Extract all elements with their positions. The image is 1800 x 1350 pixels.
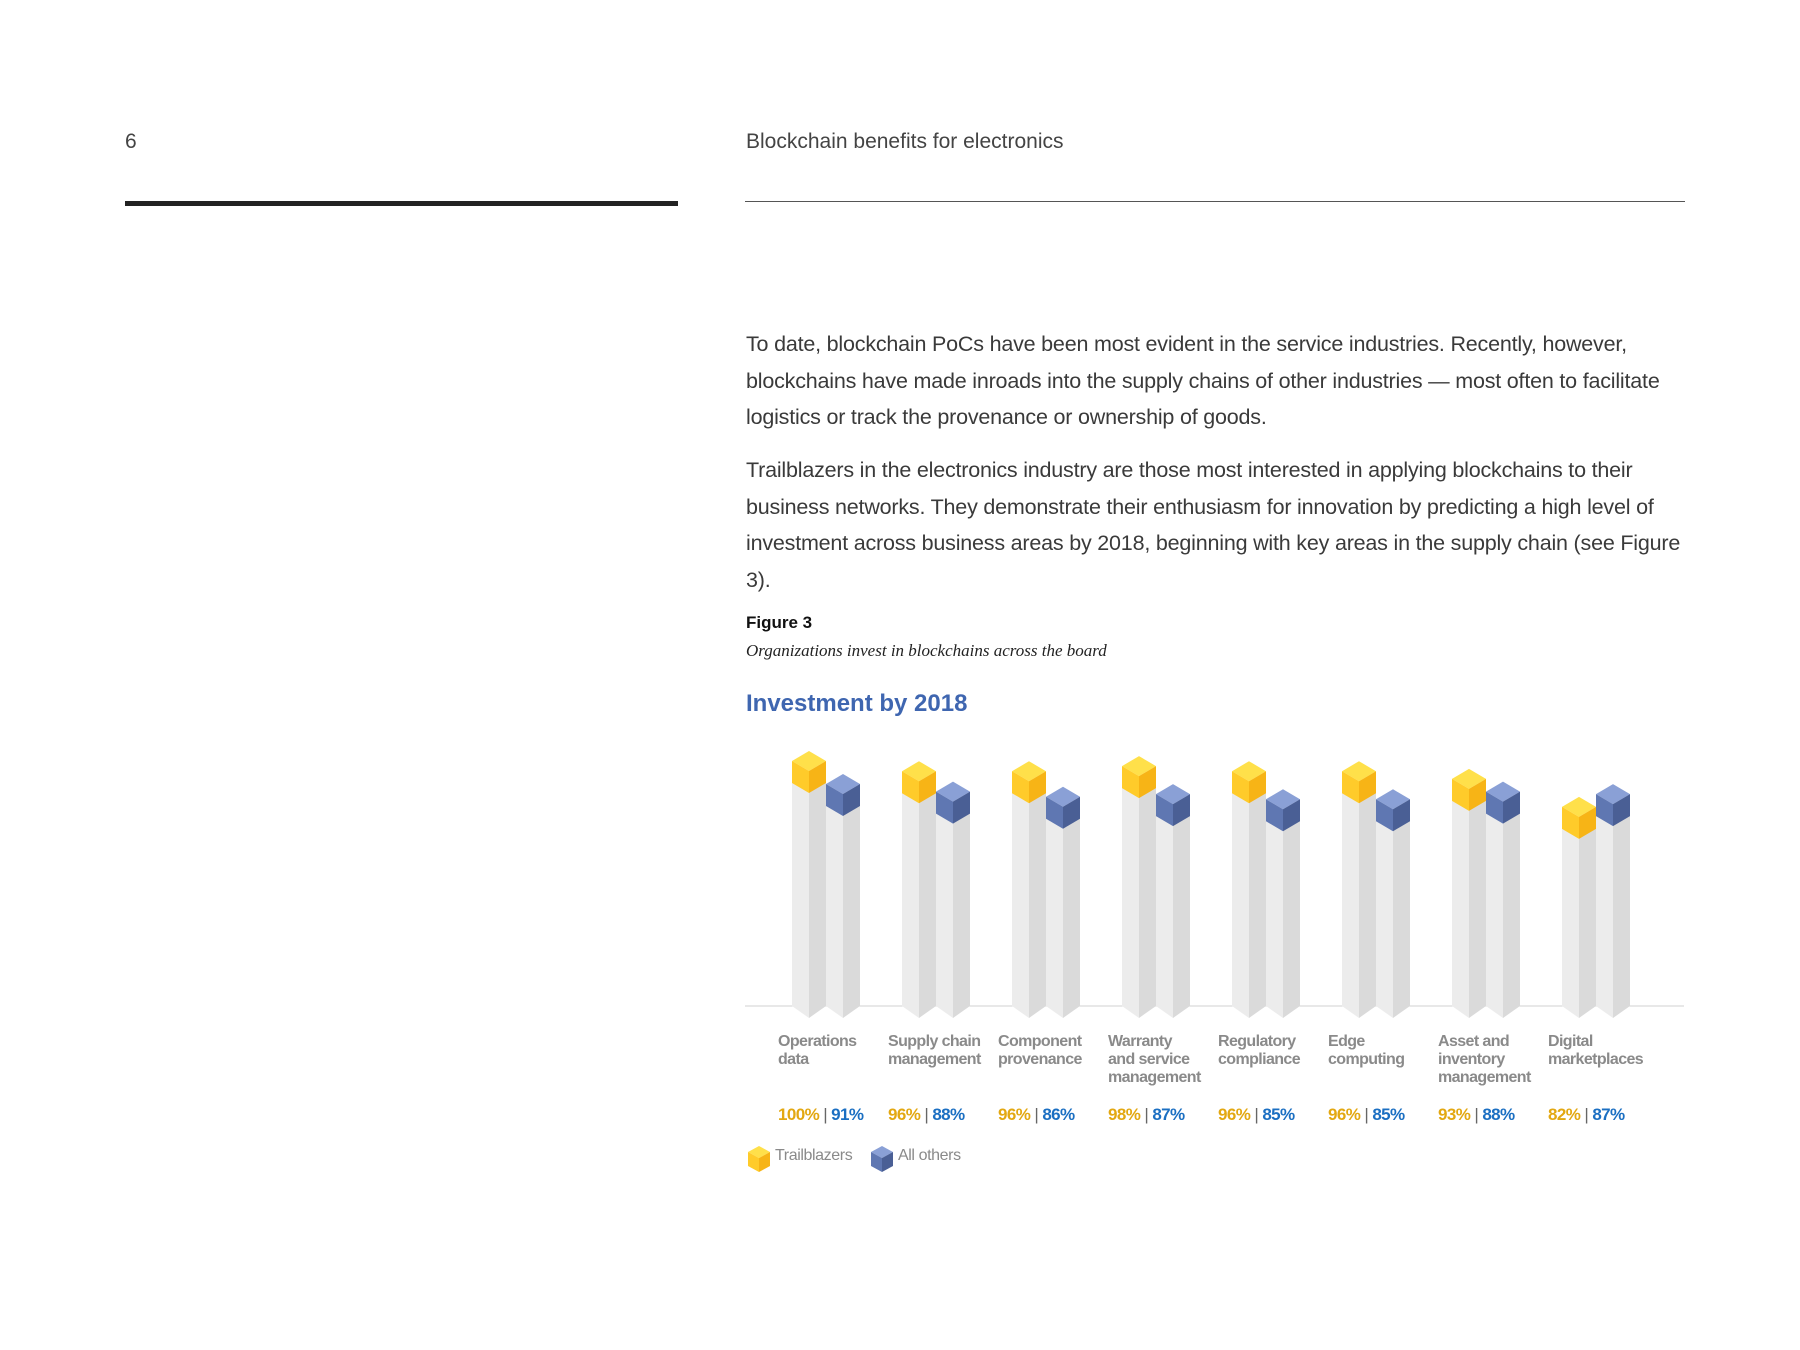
value-separator: |: [1144, 1105, 1149, 1124]
value-label-all-others: 88%: [1482, 1105, 1515, 1124]
bar-all-others-right-face: [1503, 812, 1520, 1018]
bar-trailblazers-right-face: [1139, 786, 1156, 1018]
category-label: Digital marketplaces: [1548, 1033, 1644, 1068]
bar-all-others-right-face: [953, 812, 970, 1018]
figure-caption: Organizations invest in blockchains across the board: [746, 641, 1107, 660]
bar-all-others-left-face: [826, 804, 843, 1018]
value-label-trailblazers: 82%: [1548, 1105, 1581, 1124]
category-label: Regulatory compliance: [1218, 1033, 1301, 1068]
category-label: Asset and inventory management: [1438, 1033, 1531, 1086]
bar-all-others-left-face: [1376, 819, 1393, 1018]
bar-all-others-left-face: [936, 812, 953, 1018]
bar-trailblazers-right-face: [1579, 827, 1596, 1018]
figure-label: Figure 3: [746, 613, 813, 632]
value-label-all-others: 85%: [1372, 1105, 1405, 1124]
bar-all-others-left-face: [1596, 814, 1613, 1018]
bar-trailblazers-left-face: [1342, 791, 1359, 1018]
value-label-pair: [1548, 1105, 1625, 1125]
category-label: Warranty and service management: [1108, 1033, 1201, 1086]
bar-trailblazers-left-face: [1452, 799, 1469, 1018]
bar-trailblazers-right-face: [1249, 791, 1266, 1018]
value-separator: |: [924, 1105, 929, 1124]
body-paragraph: Trailblazers in the electronics industry are those most interested in applying blockchains to their business networks. They demonstrate their enthusiasm for innovation by predicting a high level of investment across business areas by 2018, beginning with key areas in the supply chain (see Figure 3).: [746, 458, 1681, 592]
bar-trailblazers-right-face: [809, 781, 826, 1018]
bar-trailblazers-left-face: [1562, 827, 1579, 1018]
bar-all-others-right-face: [1063, 817, 1080, 1018]
value-label-pair: [1328, 1105, 1405, 1125]
legend-label-trailblazers: Trailblazers: [775, 1147, 853, 1164]
value-label-pair: [1438, 1105, 1515, 1125]
value-label-trailblazers: 93%: [1438, 1105, 1471, 1124]
value-label-trailblazers: 98%: [1108, 1105, 1141, 1124]
value-label-all-others: 85%: [1262, 1105, 1295, 1124]
value-separator: |: [1474, 1105, 1479, 1124]
category-label: Component provenance: [998, 1033, 1082, 1068]
value-separator: |: [1364, 1105, 1369, 1124]
value-separator: |: [1584, 1105, 1589, 1124]
bar-all-others-right-face: [1393, 819, 1410, 1018]
bar-all-others-left-face: [1156, 814, 1173, 1018]
category-label: Supply chain management: [888, 1033, 981, 1068]
bar-all-others-right-face: [1613, 814, 1630, 1018]
value-label-pair: [1108, 1105, 1185, 1125]
value-label-all-others: 86%: [1042, 1105, 1075, 1124]
value-label-pair: [1218, 1105, 1295, 1125]
value-label-trailblazers: 96%: [998, 1105, 1031, 1124]
value-label-all-others: 88%: [932, 1105, 965, 1124]
bar-trailblazers-right-face: [1359, 791, 1376, 1018]
value-label-trailblazers: 100%: [778, 1105, 820, 1124]
value-label-pair: [998, 1105, 1075, 1125]
running-header: Blockchain benefits for electronics: [746, 130, 1064, 153]
page-number: 6: [125, 130, 137, 153]
bar-trailblazers-left-face: [1122, 786, 1139, 1018]
value-label-trailblazers: 96%: [1328, 1105, 1361, 1124]
bar-trailblazers-left-face: [902, 791, 919, 1018]
value-separator: |: [823, 1105, 828, 1124]
bar-all-others-right-face: [1283, 819, 1300, 1018]
body-paragraph: To date, blockchain PoCs have been most evident in the service industries. Recently, however, blockchains have made inroads into the supply chains of other industries — most often to facilitate logistics or track the provenance or ownership of goods.: [746, 332, 1660, 429]
value-label-all-others: 91%: [831, 1105, 864, 1124]
value-separator: |: [1254, 1105, 1259, 1124]
value-label-pair: [778, 1105, 863, 1125]
value-label-trailblazers: 96%: [1218, 1105, 1251, 1124]
value-label-trailblazers: 96%: [888, 1105, 921, 1124]
value-label-pair: [888, 1105, 965, 1125]
value-separator: |: [1034, 1105, 1039, 1124]
bar-all-others-right-face: [1173, 814, 1190, 1018]
bar-all-others-left-face: [1046, 817, 1063, 1018]
bar-trailblazers-right-face: [1469, 799, 1486, 1018]
category-label: Operations data: [778, 1033, 857, 1068]
bar-all-others-left-face: [1266, 819, 1283, 1018]
bar-trailblazers-left-face: [792, 781, 809, 1018]
bar-all-others-left-face: [1486, 812, 1503, 1018]
category-label: Edge computing: [1328, 1033, 1405, 1068]
bar-trailblazers-left-face: [1012, 791, 1029, 1018]
bar-trailblazers-left-face: [1232, 791, 1249, 1018]
bar-all-others-right-face: [843, 804, 860, 1018]
value-label-all-others: 87%: [1152, 1105, 1185, 1124]
chart-title: Investment by 2018: [746, 690, 968, 717]
legend-label-all-others: All others: [898, 1147, 961, 1164]
bar-trailblazers-right-face: [919, 791, 936, 1018]
value-label-all-others: 87%: [1592, 1105, 1625, 1124]
bar-trailblazers-right-face: [1029, 791, 1046, 1018]
